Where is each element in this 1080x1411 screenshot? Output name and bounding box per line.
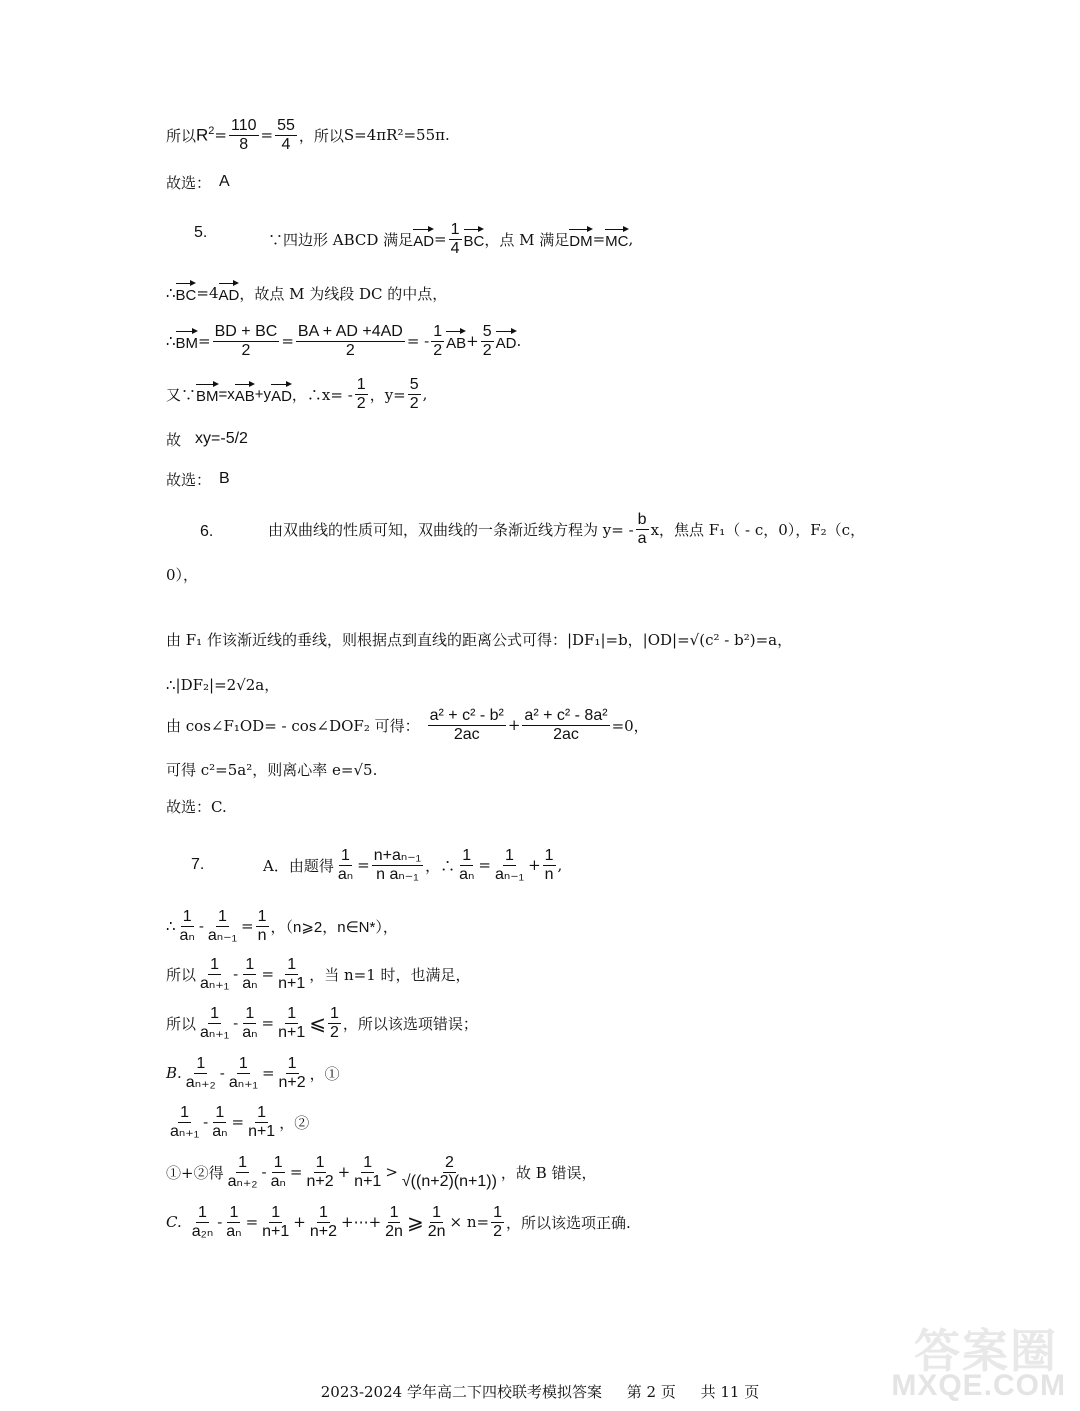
choice-line-c: 故选：C. xyxy=(166,797,227,816)
fraction: $\frac{2}{√((n+2)(n+1))}$ xyxy=(401,1153,497,1190)
fraction: $\frac{1}{\text{aₙ₊₁}}$ xyxy=(170,1103,200,1140)
q7-line-1: A．由题得 $\frac{1}{\text{aₙ}}$ = $\frac{\text{n+aₙ₋₁}}{\text{n aₙ₋₁}}$ ，∴ $\frac{1}{\text{aₙ}}$ = $\frac{1}{\text{aₙ₋₁}}$ + $\frac{1}{n}$ , xyxy=(263,846,563,883)
fraction: $\frac{1}{4}$ xyxy=(450,220,460,257)
question-number-6: 6. xyxy=(200,523,214,540)
fraction: $\frac{5}{2}$ xyxy=(409,375,419,412)
q6-line-6: 可得 c²=5a²，则离心率 e=√5. xyxy=(166,760,378,779)
fraction: $\frac{1}{\text{aₙ}}$ xyxy=(270,1153,286,1190)
fraction: $\frac{\text{a² + c² - b²}}{2ac}$ xyxy=(429,706,504,743)
prefix-text: 所以 xyxy=(166,126,197,145)
fraction: $\frac{1}{\text{aₙ}}$ xyxy=(459,846,475,883)
fraction: $\frac{1}{2}$ xyxy=(493,1203,502,1240)
fraction: $\frac{1}{\text{aₙ₊₁}}$ xyxy=(200,955,230,992)
fraction: $\frac{1}{n+2}$ xyxy=(306,1153,334,1190)
q6-line-3: 由 F₁ 作该渐近线的垂线，则根据点到直线的距离公式可得：|DF₁|=b，|OD|=√(c² - b²)=a， xyxy=(166,630,793,649)
fraction: $\frac{BA + AD +4AD}{2}$ xyxy=(297,322,403,359)
q7-line-4: 所以 $\frac{1}{\text{aₙ₊₁}}$ - $\frac{1}{\text{aₙ}}$ = $\frac{1}{n+1}$ ⩽ $\frac{1}{2}$ ，所以该选项错误； xyxy=(166,1004,478,1041)
fraction: $\frac{1}{n}$ xyxy=(257,907,267,944)
fraction: $\frac{1}{2}$ xyxy=(356,375,366,412)
fraction: $\frac{\text{n+aₙ₋₁}}{\text{n aₙ₋₁}}$ xyxy=(373,846,422,883)
q7-line-2: ∴ $\frac{1}{\text{aₙ}}$ - $\frac{1}{\text{aₙ₋₁}}$ = $\frac{1}{n}$ ，（n⩾2，n∈N*）， xyxy=(166,907,398,944)
fraction: $\frac{BD + BC}{2}$ xyxy=(214,322,278,359)
fraction: $\frac{\text{a² + c² - 8a²}}{2ac}$ xyxy=(524,706,608,743)
q7-line-7: ①+②得 $\frac{1}{\text{aₙ₊₂}}$ - $\frac{1}{\text{aₙ}}$ = $\frac{1}{n+2}$ + $\frac{1}{n+1}$ > $\frac{2}{√((n+2)(n+1))}$ ，故 B 错误， xyxy=(166,1153,597,1190)
q7-line-3: 所以 $\frac{1}{\text{aₙ₊₁}}$ - $\frac{1}{\text{aₙ}}$ = $\frac{1}{n+1}$ ，当 n=1 时，也满足， xyxy=(166,955,471,992)
q7-line-6: $\frac{1}{\text{aₙ₊₁}}$ - $\frac{1}{\text{aₙ}}$ = $\frac{1}{n+1}$ ，② xyxy=(170,1103,310,1140)
footer-total-pages: 共 11 页 xyxy=(700,1383,760,1401)
watermark-logo: 答案圈 MXQE.COM xyxy=(891,1324,1066,1402)
vector-ab: AB xyxy=(235,383,255,405)
vector-ab: AB xyxy=(446,330,466,352)
q6-line-1: 由双曲线的性质可知，双曲线的一条渐近线方程为 y= - $\frac{b}{a}$ x，焦点 F₁（ - c，0），F₂（c， xyxy=(268,510,866,547)
fraction: $\frac{1}{\text{aₙ}}$ xyxy=(337,846,354,883)
vector-ad: AD xyxy=(413,228,434,250)
fraction: $\frac{1}{2n}$ xyxy=(385,1203,403,1240)
r-symbol: $R^2$ xyxy=(196,124,215,145)
q7-line-5: B. $\frac{1}{\text{aₙ₊₂}}$ - $\frac{1}{\text{aₙ₊₁}}$ = $\frac{1}{n+2}$ ，① xyxy=(166,1054,340,1091)
fraction: $\frac{1}{n+1}$ xyxy=(248,1103,276,1140)
fraction: $\frac{1}{n}$ xyxy=(544,846,554,883)
fraction: $\frac{1}{n+1}$ xyxy=(262,1203,290,1240)
choice-value: B xyxy=(219,470,230,487)
fraction: $\frac{b}{a}$ xyxy=(637,510,647,547)
vector-bm: BM xyxy=(176,330,199,352)
r-squared-line: 所以 $R^2$ = $\frac{110}{8}$ = $\frac{55}{4}$ ，所以 S=4πR²=55π. xyxy=(166,116,450,153)
vector-bc: BC xyxy=(464,228,485,250)
vector-ad: AD xyxy=(271,383,292,405)
vector-dm: DM xyxy=(569,228,592,250)
fraction: $\frac{1}{2}$ xyxy=(329,1004,339,1041)
fraction: $\frac{1}{\text{aₙ}}$ xyxy=(212,1103,228,1140)
fraction: $\frac{1}{2}$ xyxy=(433,322,443,359)
question-number-5: 5. xyxy=(194,224,208,241)
choice-value: A xyxy=(219,173,230,190)
q6-line-5: 由 cos∠F₁OD= - cos∠DOF₂ 可得： $\frac{\text{a² + c² - b²}}{2ac}$ + $\frac{\text{a² + c² - 8a²}}{2ac}$ =0， xyxy=(166,706,649,743)
area-formula: S=4πR²=55π. xyxy=(343,126,450,144)
q5-line-4: 又∵ BM =x AB +y AD ，∴x= - $\frac{1}{2}$ ，y= $\frac{5}{2}$ , xyxy=(166,375,428,412)
fraction: $\frac{1}{\text{aₙ₊₁}}$ xyxy=(228,1054,258,1091)
fraction: $\frac{1}{\text{aₙ}}$ xyxy=(242,955,258,992)
fraction: $\frac{1}{n+2}$ xyxy=(278,1054,306,1091)
vector-bm: BM xyxy=(196,383,219,405)
fraction: $\frac{5}{2}$ xyxy=(482,322,492,359)
choice-label: 故选： xyxy=(166,470,212,489)
fraction: $\frac{1}{\text{aₙ₊₁}}$ xyxy=(200,1004,230,1041)
choice-label: 故选： xyxy=(166,173,212,192)
q5-line-2: ∴ BC =4 AD ，故点 M 为线段 DC 的中点， xyxy=(166,284,448,304)
fraction: $\frac{110}{8}$ xyxy=(231,116,257,153)
fraction: $\frac{1}{n+1}$ xyxy=(354,1153,382,1190)
footer-title: 2023-2024 学年高二下四校联考模拟答案 xyxy=(320,1383,602,1401)
page-footer xyxy=(0,1381,1080,1402)
fraction: $\frac{1}{n+1}$ xyxy=(278,1004,306,1041)
fraction: $\frac{1}{\text{aₙ}}$ xyxy=(242,1004,258,1041)
choice-line-a xyxy=(166,165,230,199)
vector-ad: AD xyxy=(219,282,240,304)
fraction: $\frac{1}{n+2}$ xyxy=(309,1203,337,1240)
fraction: $\frac{1}{\text{aₙ₊₂}}$ xyxy=(227,1153,258,1190)
q5-line-5: 故 xy=-5/2 xyxy=(166,430,248,449)
footer-page-number: 第 2 页 xyxy=(626,1383,676,1401)
fraction: $\frac{1}{n+1}$ xyxy=(278,955,306,992)
fraction: $\frac{1}{\text{a₂ₙ}}$ xyxy=(191,1203,214,1240)
vector-ad: AD xyxy=(496,330,517,352)
q5-line-3: ∴ BM = $\frac{BD + BC}{2}$ = $\frac{BA + AD +4AD}{2}$ = - $\frac{1}{2}$ AB + $\frac{5}{2}$ AD . xyxy=(166,322,522,359)
fraction: $\frac{1}{\text{aₙ}}$ xyxy=(226,1203,242,1240)
vector-mc: MC xyxy=(605,228,628,250)
q6-line-4: ∴|DF₂|=2√2a， xyxy=(166,675,280,694)
fraction: $\frac{1}{\text{aₙ}}$ xyxy=(179,907,195,944)
fraction: $\frac{1}{\text{aₙ₋₁}}$ xyxy=(494,846,525,883)
fraction: $\frac{1}{2n}$ xyxy=(427,1203,446,1240)
choice-line-b xyxy=(166,462,230,496)
fraction: $\frac{1}{\text{aₙ₋₁}}$ xyxy=(207,907,238,944)
question-number-7: 7. xyxy=(191,856,205,873)
fraction: $\frac{55}{4}$ xyxy=(277,116,295,153)
q5-line-1: ∵四边形 ABCD 满足 AD = $\frac{1}{4}$ BC ，点 M 满足 DM = MC , xyxy=(268,220,634,257)
vector-bc: BC xyxy=(176,282,197,304)
q7-line-8: C. $\frac{1}{\text{a₂ₙ}}$ - $\frac{1}{\text{aₙ}}$ = $\frac{1}{n+1}$ + $\frac{1}{n+2}$ +⋯+ $\frac{1}{2n}$ ⩾ $\frac{1}{2n}$ × n= $\frac{1}{2}$ ，所以该选项正确. xyxy=(166,1203,631,1240)
product-result: xy=-5/2 xyxy=(195,430,248,447)
fraction: $\frac{1}{\text{aₙ₊₂}}$ xyxy=(185,1054,216,1091)
q6-line-2: 0）， xyxy=(166,565,199,584)
